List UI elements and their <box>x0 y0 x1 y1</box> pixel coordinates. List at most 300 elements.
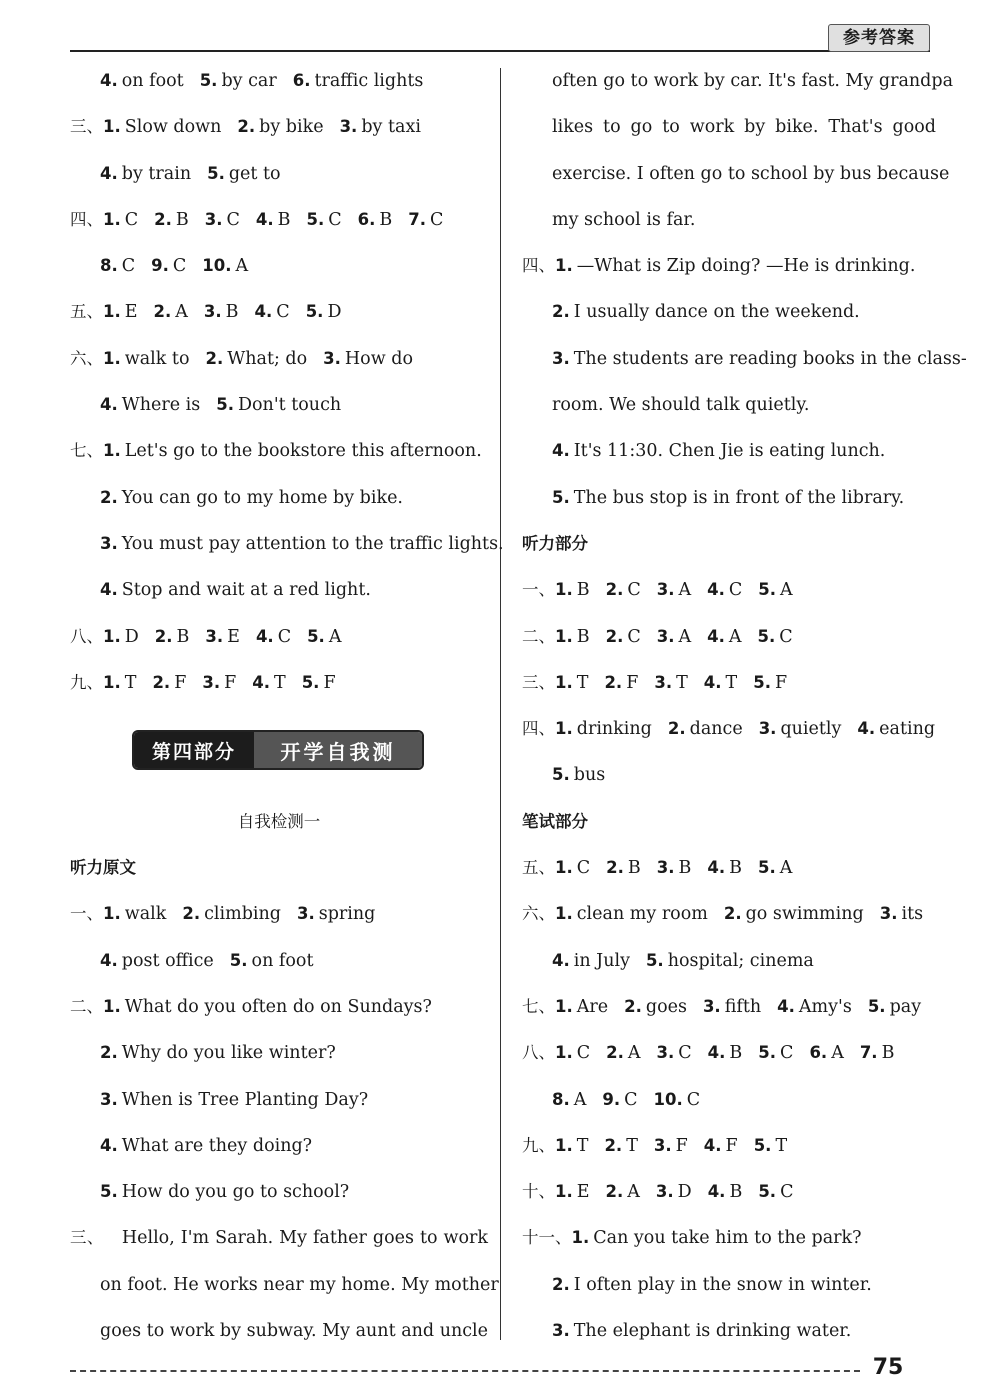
item-answer: T <box>576 672 589 693</box>
item-answer: get to <box>228 163 281 184</box>
answer-item <box>202 243 248 289</box>
item-answer: F <box>675 1135 688 1156</box>
item-answer: on foot <box>251 950 314 971</box>
item-answer: drinking <box>576 719 652 740</box>
answer-item <box>606 614 641 660</box>
item-answer: T <box>576 1135 589 1156</box>
answer-item <box>154 289 188 335</box>
item-number: 1. <box>103 302 121 322</box>
answer-item <box>704 660 737 706</box>
item-answer: B <box>576 626 590 647</box>
section-number: 三、 <box>70 117 103 137</box>
section-heading: 听力部分 <box>522 533 588 553</box>
item-answer: F <box>323 672 336 693</box>
item-number: 3. <box>100 1089 118 1109</box>
item-number: 4. <box>254 302 273 322</box>
answer-item <box>307 614 341 660</box>
item-answer: C <box>121 256 136 277</box>
item-number: 3. <box>205 626 224 646</box>
passage-line: exercise. I often go to school by bus because <box>552 163 950 184</box>
item-answer: C <box>172 256 187 277</box>
item-answer: C <box>328 209 342 230</box>
item-number: 4. <box>777 996 795 1016</box>
item-answer: T <box>676 672 688 693</box>
answer-line <box>522 567 936 613</box>
item-answer: C <box>678 1043 692 1064</box>
item-number: 3. <box>339 117 358 137</box>
answer-item <box>707 845 742 891</box>
answer-item <box>624 984 687 1030</box>
answer-item <box>103 197 138 243</box>
item-number: 4. <box>100 950 118 970</box>
item-number: 4. <box>552 441 570 461</box>
item-number: 2. <box>100 487 118 507</box>
section-heading: 听力原文 <box>70 858 136 878</box>
answer-item <box>880 891 923 937</box>
item-answer: T <box>775 1135 788 1156</box>
item-answer: A <box>678 626 692 647</box>
answer-line <box>70 521 504 567</box>
section-number: 十、 <box>522 1182 555 1202</box>
item-number: 6. <box>292 71 311 90</box>
answer-item <box>302 660 336 706</box>
answer-item <box>555 614 590 660</box>
item-answer: by car <box>221 71 277 91</box>
item-answer: go swimming <box>745 904 864 925</box>
item-number: 2. <box>606 1043 624 1063</box>
answer-line <box>522 475 936 521</box>
answer-item <box>707 614 741 660</box>
item-answer: B <box>379 209 393 230</box>
answer-line <box>70 891 488 937</box>
item-answer: Why do you like winter? <box>121 1043 336 1064</box>
section-number: 五、 <box>70 302 103 322</box>
item-answer: bus <box>573 765 606 786</box>
answer-item <box>297 891 375 937</box>
section-number: 四、 <box>522 719 555 739</box>
item-answer: Don't touch <box>237 395 342 416</box>
answer-item <box>646 938 814 984</box>
item-number: 5. <box>758 1182 777 1202</box>
item-answer: B <box>627 858 641 879</box>
answer-item <box>255 289 290 335</box>
item-number: 2. <box>237 117 256 137</box>
item-number: 4. <box>857 719 876 739</box>
item-number: 4. <box>100 1135 118 1155</box>
answer-item <box>724 891 864 937</box>
answer-item <box>657 614 691 660</box>
answer-item <box>151 243 186 289</box>
item-answer: T <box>124 672 137 693</box>
answer-item <box>555 984 608 1030</box>
item-answer: climbing <box>204 904 281 925</box>
item-number: 4. <box>255 626 274 646</box>
item-answer: F <box>626 672 639 693</box>
item-answer: T <box>725 672 738 693</box>
answer-item <box>103 891 166 937</box>
answer-item <box>654 1077 701 1123</box>
item-answer: hospital; cinema <box>667 950 814 971</box>
answer-line <box>70 382 488 428</box>
answer-item <box>654 660 687 706</box>
answer-line <box>522 243 936 289</box>
item-number: 1. <box>555 1043 573 1063</box>
answer-item <box>206 336 308 382</box>
item-answer: B <box>729 1043 743 1064</box>
item-number: 2. <box>624 996 642 1016</box>
item-number: 4. <box>707 626 725 646</box>
answer-line <box>522 336 967 382</box>
item-number: 9. <box>602 1089 621 1109</box>
item-number: 3. <box>656 858 675 878</box>
answer-item <box>103 289 138 335</box>
item-number: 1. <box>103 672 121 692</box>
item-number: 5. <box>216 395 234 415</box>
answer-line <box>70 614 488 660</box>
item-number: 2. <box>153 302 172 322</box>
item-answer: You can go to my home by bike. <box>121 487 403 508</box>
answer-item <box>100 382 200 428</box>
banner-title: 开学自我测 <box>254 732 422 768</box>
item-answer: T <box>626 1135 638 1156</box>
answer-line <box>522 660 936 706</box>
item-number: 1. <box>103 441 121 461</box>
passage-line: goes to work by subway. My aunt and uncle <box>100 1321 488 1342</box>
item-answer: B <box>176 626 190 647</box>
item-answer: A <box>235 256 249 277</box>
item-answer: The students are reading books in the class- <box>573 348 967 369</box>
answer-item <box>555 891 708 937</box>
answer-item <box>868 984 921 1030</box>
item-number: 6. <box>357 209 376 229</box>
answer-item <box>100 58 184 104</box>
item-answer: quietly <box>780 719 842 740</box>
item-answer: D <box>677 1182 692 1203</box>
answer-line <box>70 243 488 289</box>
item-number: 3. <box>656 626 675 646</box>
item-number: 4. <box>707 1182 726 1202</box>
item-number: 1. <box>555 256 573 276</box>
item-answer: A <box>779 858 793 879</box>
section-number: 五、 <box>522 858 555 878</box>
item-answer: A <box>728 626 742 647</box>
item-number: 3. <box>654 672 673 692</box>
item-answer: E <box>124 302 138 323</box>
item-answer: C <box>124 209 139 230</box>
item-answer: by train <box>121 163 192 184</box>
item-number: 2. <box>605 1182 624 1202</box>
answer-item <box>758 845 792 891</box>
item-number: 3. <box>702 996 721 1016</box>
item-answer: Amy's <box>798 996 852 1017</box>
answer-item <box>857 706 935 752</box>
answer-line <box>70 567 488 613</box>
item-number: 1. <box>555 858 573 878</box>
answer-item <box>703 984 761 1030</box>
answer-item <box>306 289 342 335</box>
item-number: 9. <box>151 256 169 276</box>
section-number: 九、 <box>522 1135 555 1155</box>
answer-line <box>70 428 488 474</box>
answer-item <box>207 151 280 197</box>
section-number: 六、 <box>522 904 555 924</box>
item-answer: Can you take him to the park? <box>593 1228 862 1249</box>
answer-item <box>552 475 904 521</box>
item-number: 3. <box>656 1043 675 1063</box>
item-number: 1. <box>555 626 573 646</box>
item-answer: A <box>573 1089 587 1110</box>
item-number: 3. <box>202 672 221 692</box>
answer-item <box>555 243 915 289</box>
item-number: 3. <box>758 719 777 739</box>
item-number: 4. <box>100 580 118 600</box>
item-answer: What are they doing? <box>121 1135 313 1156</box>
item-number: 1. <box>103 626 121 646</box>
answer-item <box>100 475 403 521</box>
item-answer: eating <box>879 719 936 740</box>
item-answer: C <box>686 1089 701 1110</box>
passage-line: my school is far. <box>552 209 696 230</box>
item-answer: C <box>728 580 743 601</box>
section-number: 十一、 <box>522 1228 572 1248</box>
answer-line <box>70 660 488 706</box>
item-answer: F <box>224 672 237 693</box>
item-number: 1. <box>103 348 121 368</box>
item-number: 5. <box>100 1182 118 1202</box>
item-number: 1. <box>555 1182 573 1202</box>
answer-item <box>230 938 314 984</box>
item-number: 2. <box>723 904 742 924</box>
item-answer: C <box>780 1043 794 1064</box>
passage-text: Hello, I'm Sarah. My father goes to work <box>121 1228 489 1249</box>
item-number: 5. <box>758 858 776 878</box>
item-answer: A <box>627 1043 641 1064</box>
item-answer: A <box>678 580 692 601</box>
answer-line <box>522 706 936 752</box>
item-answer: walk <box>124 904 167 925</box>
item-number: 5. <box>207 163 225 183</box>
answer-item <box>555 660 588 706</box>
item-answer: B <box>225 302 239 323</box>
item-number: 1. <box>555 719 573 739</box>
item-number: 5. <box>645 950 664 970</box>
answer-item <box>216 382 341 428</box>
item-answer: C <box>624 1089 638 1110</box>
answer-item <box>657 1030 692 1076</box>
item-answer: C <box>576 858 591 879</box>
item-answer: What do you often do on Sundays? <box>124 996 432 1017</box>
item-answer: I often play in the snow in winter. <box>573 1274 872 1295</box>
item-number: 1. <box>103 117 121 137</box>
item-number: 6. <box>809 1043 828 1063</box>
answer-item <box>155 614 190 660</box>
item-answer: F <box>174 672 187 693</box>
item-number: 4. <box>100 163 118 183</box>
item-answer: on foot <box>121 71 184 91</box>
item-number: 3. <box>323 348 341 368</box>
test-title: 自我检测一 <box>237 811 321 831</box>
item-answer: The elephant is drinking water. <box>573 1321 852 1342</box>
item-answer: Are <box>576 996 609 1017</box>
item-number: 4. <box>552 950 570 970</box>
answer-item <box>205 197 240 243</box>
answer-item <box>758 614 793 660</box>
item-answer: dance <box>689 719 743 740</box>
answer-item <box>202 660 236 706</box>
answer-item <box>572 1215 862 1261</box>
answer-line <box>70 938 488 984</box>
answer-line <box>70 197 488 243</box>
answer-item <box>100 521 504 567</box>
answer-item <box>555 1030 590 1076</box>
answer-line <box>522 614 936 660</box>
item-answer: A <box>627 1182 640 1203</box>
item-number: 2. <box>667 719 686 739</box>
answer-line <box>522 428 936 474</box>
answer-line <box>70 289 488 335</box>
answer-item <box>200 58 277 104</box>
item-number: 3. <box>203 302 222 322</box>
item-number: 4. <box>707 858 726 878</box>
item-number: 8. <box>552 1089 570 1109</box>
item-number: 2. <box>154 626 173 646</box>
answer-line <box>522 938 936 984</box>
answer-item <box>606 567 641 613</box>
answer-line <box>70 1077 488 1123</box>
answer-line <box>522 1077 936 1123</box>
answer-line <box>70 984 488 1030</box>
item-answer: C <box>226 209 240 230</box>
item-number: 2. <box>552 302 570 322</box>
answer-line <box>70 475 488 521</box>
item-number: 4. <box>703 1135 722 1155</box>
answer-item <box>604 660 638 706</box>
item-answer: C <box>627 626 641 647</box>
answer-item <box>103 614 139 660</box>
answer-item <box>754 1123 787 1169</box>
answer-item <box>708 1169 743 1215</box>
item-number: 4. <box>703 672 722 692</box>
answer-item <box>103 428 482 474</box>
item-number: 5. <box>753 1135 772 1155</box>
item-number: 5. <box>552 765 570 785</box>
answer-item <box>100 243 135 289</box>
item-number: 1. <box>555 580 573 600</box>
answer-line <box>522 891 936 937</box>
item-number: 5. <box>306 209 325 229</box>
item-answer: C <box>779 626 793 647</box>
item-number: 5. <box>305 302 324 322</box>
item-number: 5. <box>758 1043 777 1063</box>
item-answer: When is Tree Planting Day? <box>121 1089 369 1110</box>
item-answer: B <box>881 1043 895 1064</box>
answer-item <box>340 104 421 150</box>
answer-item <box>777 984 852 1030</box>
answer-line <box>522 1030 936 1076</box>
answer-item <box>606 1169 640 1215</box>
section-number: 二、 <box>70 996 103 1016</box>
answer-item <box>100 938 214 984</box>
item-answer: B <box>576 580 590 601</box>
item-answer: fifth <box>724 996 762 1017</box>
item-number: 5. <box>758 580 777 600</box>
item-number: 7. <box>859 1043 878 1063</box>
answer-item <box>323 336 413 382</box>
answer-line <box>522 845 936 891</box>
item-number: 2. <box>604 1135 623 1155</box>
item-number: 2. <box>604 672 623 692</box>
item-number: 5. <box>552 487 570 507</box>
section-number: 三、 <box>70 1228 104 1248</box>
page-number: 75 <box>872 1355 904 1380</box>
answer-item <box>293 58 424 104</box>
item-number: 4. <box>100 395 118 415</box>
answer-item <box>860 1030 895 1076</box>
item-number: 3. <box>552 348 570 368</box>
item-answer: clean my room <box>576 904 708 925</box>
item-number: 2. <box>605 580 624 600</box>
item-number: 1. <box>103 904 121 924</box>
item-answer: goes <box>645 996 687 1017</box>
item-answer: C <box>430 209 444 230</box>
section-number: 一、 <box>70 904 103 924</box>
item-answer: A <box>328 626 342 647</box>
answer-item <box>604 1123 637 1169</box>
section-number: 二、 <box>522 626 555 646</box>
answer-item <box>100 1030 336 1076</box>
item-answer: B <box>175 209 189 230</box>
item-answer: walk to <box>124 348 190 369</box>
item-answer: You must pay attention to the traffic lights. <box>121 533 504 554</box>
answer-line <box>70 151 488 197</box>
answer-item <box>602 1077 637 1123</box>
section-number: 一、 <box>522 580 555 600</box>
answer-item <box>759 706 842 752</box>
answer-item <box>657 845 692 891</box>
answer-item <box>152 660 186 706</box>
answer-line <box>70 1123 488 1169</box>
item-number: 3. <box>552 1321 570 1341</box>
answer-line <box>522 1262 936 1308</box>
item-number: 2. <box>552 1274 570 1294</box>
item-answer: —What is Zip doing? —He is drinking. <box>576 256 916 277</box>
item-number: 5. <box>229 950 248 970</box>
answer-item <box>256 614 291 660</box>
answer-item <box>103 660 136 706</box>
item-answer: E <box>576 1182 590 1203</box>
item-number: 1. <box>103 996 121 1016</box>
answer-line <box>70 58 488 104</box>
item-answer: Where is <box>121 395 201 416</box>
answer-line <box>522 984 936 1030</box>
answer-item <box>555 845 590 891</box>
answer-item <box>606 1030 640 1076</box>
item-answer: B <box>729 1182 743 1203</box>
item-number: 2. <box>152 672 171 692</box>
item-answer: post office <box>121 950 214 971</box>
item-number: 1. <box>555 1135 573 1155</box>
header-rule <box>70 50 930 52</box>
item-answer: C <box>277 626 292 647</box>
item-number: 2. <box>205 348 224 368</box>
item-number: 4. <box>707 580 725 600</box>
answer-item <box>555 567 590 613</box>
item-number: 5. <box>753 672 771 692</box>
answer-line <box>70 1030 488 1076</box>
item-number: 3. <box>879 904 898 924</box>
answer-item <box>708 1030 743 1076</box>
item-number: 3. <box>100 533 118 553</box>
